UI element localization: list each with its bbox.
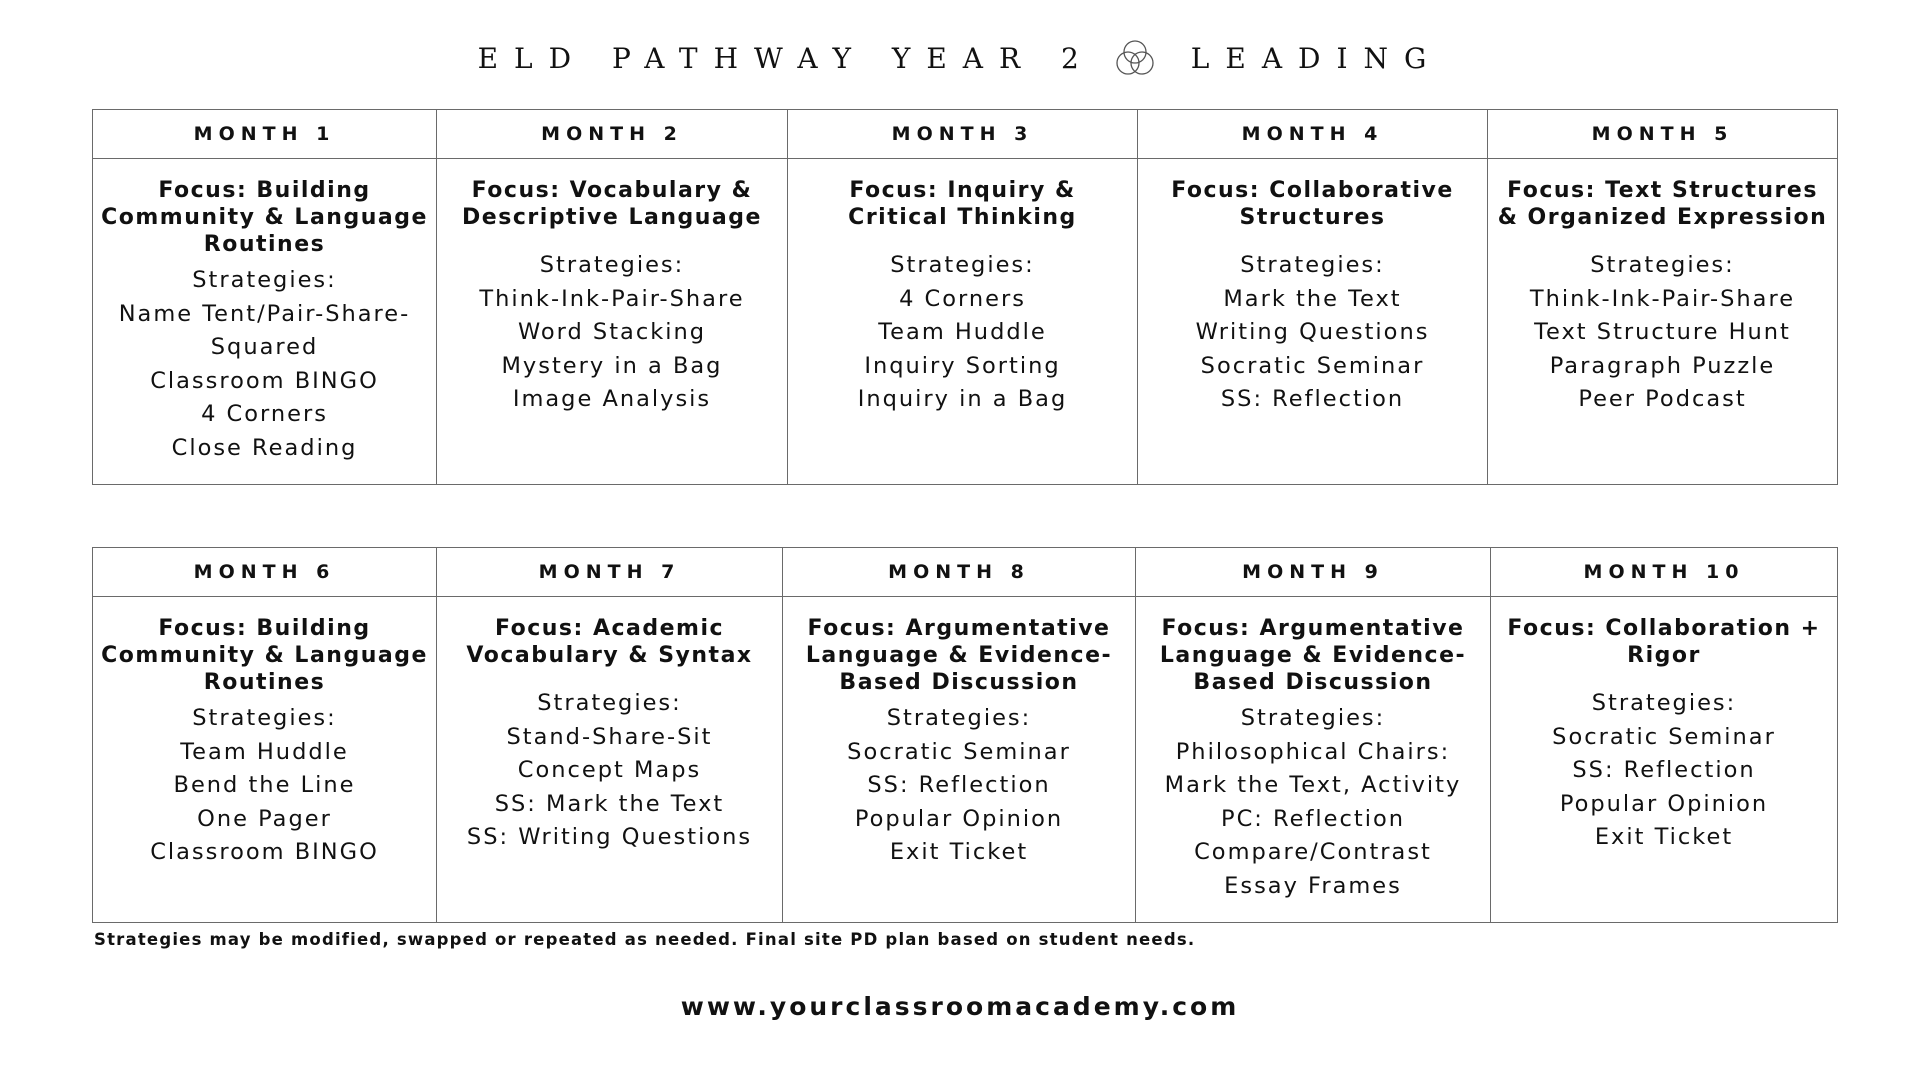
focus-heading xyxy=(443,615,776,669)
strategies-list xyxy=(443,687,776,855)
strategy-item: Name Tent/Pair-Share- xyxy=(118,300,411,327)
focus-line: Community & Language xyxy=(101,643,428,668)
strategy-item: Think-Ink-Pair-Share xyxy=(1529,285,1796,312)
strategy-item: Inquiry Sorting xyxy=(864,352,1061,379)
strategy-item: Socratic Seminar xyxy=(1200,352,1425,379)
strategies-label: Strategies: xyxy=(1591,690,1737,716)
strategy-item: SS: Writing Questions xyxy=(466,824,753,850)
strategies-list xyxy=(1494,249,1831,417)
strategies-label: Strategies: xyxy=(1590,252,1735,278)
month-cell xyxy=(437,159,788,485)
strategy-item: Image Analysis xyxy=(512,386,712,412)
focus-line: Focus: Argumentative xyxy=(807,616,1111,641)
months-table-top xyxy=(92,109,1838,485)
month-cell xyxy=(437,597,783,923)
month-cell xyxy=(1136,597,1491,923)
strategy-item: SS: Mark the Text xyxy=(494,790,725,817)
focus-line: Focus: Building xyxy=(158,178,371,203)
focus-line: Focus: Inquiry & xyxy=(849,178,1076,203)
strategy-item: Paragraph Puzzle xyxy=(1549,352,1776,379)
strategy-item: Mark the Text xyxy=(1223,285,1402,312)
strategy-item: SS: Reflection xyxy=(1220,386,1405,412)
strategies-label: Strategies: xyxy=(537,690,682,716)
strategy-item: Text Structure Hunt xyxy=(1534,319,1791,345)
focus-line: Focus: Vocabulary & xyxy=(471,178,753,203)
strategy-item: PC: Reflection xyxy=(1221,805,1405,832)
strategy-item: Classroom BINGO xyxy=(150,367,379,394)
strategy-item: Philosophical Chairs: xyxy=(1175,738,1451,765)
strategy-item: SS: Reflection xyxy=(867,772,1051,798)
month-header: MONTH 7 xyxy=(437,548,783,597)
strategy-item: Popular Opinion xyxy=(1559,790,1769,817)
strategy-item: 4 Corners xyxy=(201,401,328,427)
strategy-item: Concept Maps xyxy=(517,757,702,783)
focus-line: Structures xyxy=(1239,205,1386,230)
strategy-item: SS: Reflection xyxy=(1572,757,1756,783)
focus-line: Community & Language xyxy=(101,205,428,230)
strategy-item: Team Huddle xyxy=(180,738,349,765)
strategy-item: Close Reading xyxy=(171,434,358,461)
strategies-list xyxy=(1497,687,1831,855)
strategies-list xyxy=(443,249,781,417)
strategy-item: Mystery in a Bag xyxy=(501,352,723,379)
month-header: MONTH 10 xyxy=(1491,548,1838,597)
focus-line: Focus: Text Structures xyxy=(1507,178,1818,203)
month-cell xyxy=(1491,597,1838,923)
focus-line: Focus: Academic xyxy=(494,616,725,641)
focus-heading xyxy=(1142,615,1484,696)
table-header-row xyxy=(93,110,1838,159)
month-header: MONTH 9 xyxy=(1136,548,1491,597)
month-cell xyxy=(93,159,437,485)
strategies-label: Strategies: xyxy=(1240,252,1385,278)
strategy-item: Compare/Contrast xyxy=(1194,839,1432,865)
focus-line: Language & Evidence- xyxy=(1159,643,1467,668)
strategies-label: Strategies: xyxy=(890,252,1035,278)
strategy-item: Socratic Seminar xyxy=(1552,723,1776,750)
focus-line: Rigor xyxy=(1627,643,1701,668)
focus-line: Vocabulary & Syntax xyxy=(466,643,753,668)
strategies-label: Strategies: xyxy=(192,705,337,731)
strategies-label: Strategies: xyxy=(539,252,685,278)
table-header-row xyxy=(93,548,1838,597)
strategy-item: Bend the Line xyxy=(173,772,356,798)
strategies-list xyxy=(99,702,430,870)
strategies-list xyxy=(1142,702,1484,903)
focus-line: Routines xyxy=(203,670,326,695)
strategy-item: Word Stacking xyxy=(517,319,707,345)
strategy-item: Exit Ticket xyxy=(889,839,1029,865)
strategies-list xyxy=(1144,249,1481,417)
strategy-item: 4 Corners xyxy=(899,285,1026,312)
focus-heading xyxy=(443,177,781,231)
strategies-list xyxy=(789,702,1129,870)
strategy-item: Squared xyxy=(210,334,319,360)
focus-line: Focus: Collaboration + xyxy=(1507,616,1821,641)
page-title xyxy=(0,38,1920,78)
month-cell xyxy=(783,597,1136,923)
strategies-list xyxy=(794,249,1131,417)
title-left: ELD PATHWAY YEAR 2 xyxy=(477,41,1095,75)
strategy-item: Stand-Share-Sit xyxy=(506,723,713,750)
strategy-item: Popular Opinion xyxy=(854,805,1064,832)
strategy-item: Think-Ink-Pair-Share xyxy=(479,285,745,312)
month-cell xyxy=(1488,159,1838,485)
interlocking-circles-icon xyxy=(1113,36,1157,80)
focus-heading xyxy=(794,177,1131,231)
focus-heading xyxy=(789,615,1129,696)
strategies-label: Strategies: xyxy=(192,267,337,293)
strategy-item: Exit Ticket xyxy=(1594,824,1734,850)
month-header: MONTH 3 xyxy=(788,110,1138,159)
table-row xyxy=(93,159,1838,485)
focus-heading xyxy=(1144,177,1481,231)
month-cell xyxy=(1138,159,1488,485)
month-header: MONTH 6 xyxy=(93,548,437,597)
months-table-bottom xyxy=(92,547,1838,923)
month-header: MONTH 1 xyxy=(93,110,437,159)
focus-line: Based Discussion xyxy=(839,670,1079,695)
month-header: MONTH 4 xyxy=(1138,110,1488,159)
month-cell xyxy=(788,159,1138,485)
month-header: MONTH 8 xyxy=(783,548,1136,597)
website-link[interactable]: www.yourclassroomacademy.com xyxy=(680,992,1240,1021)
focus-heading xyxy=(1494,177,1831,231)
focus-line: & Organized Expression xyxy=(1497,205,1828,230)
strategy-item: Inquiry in a Bag xyxy=(857,386,1068,412)
focus-heading xyxy=(99,615,430,696)
strategy-item: Team Huddle xyxy=(878,319,1047,345)
month-header: MONTH 2 xyxy=(437,110,788,159)
strategy-item: Writing Questions xyxy=(1195,319,1430,345)
focus-line: Focus: Argumentative xyxy=(1161,616,1465,641)
strategy-item: Essay Frames xyxy=(1224,872,1402,899)
focus-line: Descriptive Language xyxy=(462,205,762,230)
focus-line: Focus: Collaborative xyxy=(1171,178,1454,203)
strategy-item: Socratic Seminar xyxy=(847,738,1071,765)
title-right: LEADING xyxy=(1190,41,1443,75)
strategy-item: One Pager xyxy=(197,805,332,832)
month-header: MONTH 5 xyxy=(1488,110,1838,159)
focus-line: Focus: Building xyxy=(158,616,371,641)
strategy-item: Mark the Text, Activity xyxy=(1164,772,1462,798)
focus-heading xyxy=(1497,615,1831,669)
strategy-item: Classroom BINGO xyxy=(150,839,379,865)
focus-line: Based Discussion xyxy=(1193,670,1433,695)
focus-line: Language & Evidence- xyxy=(805,643,1113,668)
strategies-label: Strategies: xyxy=(1240,705,1386,731)
month-cell xyxy=(93,597,437,923)
footnote: Strategies may be modified, swapped or repeated as needed. Final site PD plan based on student needs. xyxy=(94,930,1196,949)
strategies-list xyxy=(99,264,430,465)
focus-line: Routines xyxy=(203,232,326,257)
focus-heading xyxy=(99,177,430,258)
focus-line: Critical Thinking xyxy=(848,205,1077,230)
strategies-label: Strategies: xyxy=(886,705,1032,731)
table-row xyxy=(93,597,1838,923)
strategy-item: Peer Podcast xyxy=(1578,386,1747,412)
